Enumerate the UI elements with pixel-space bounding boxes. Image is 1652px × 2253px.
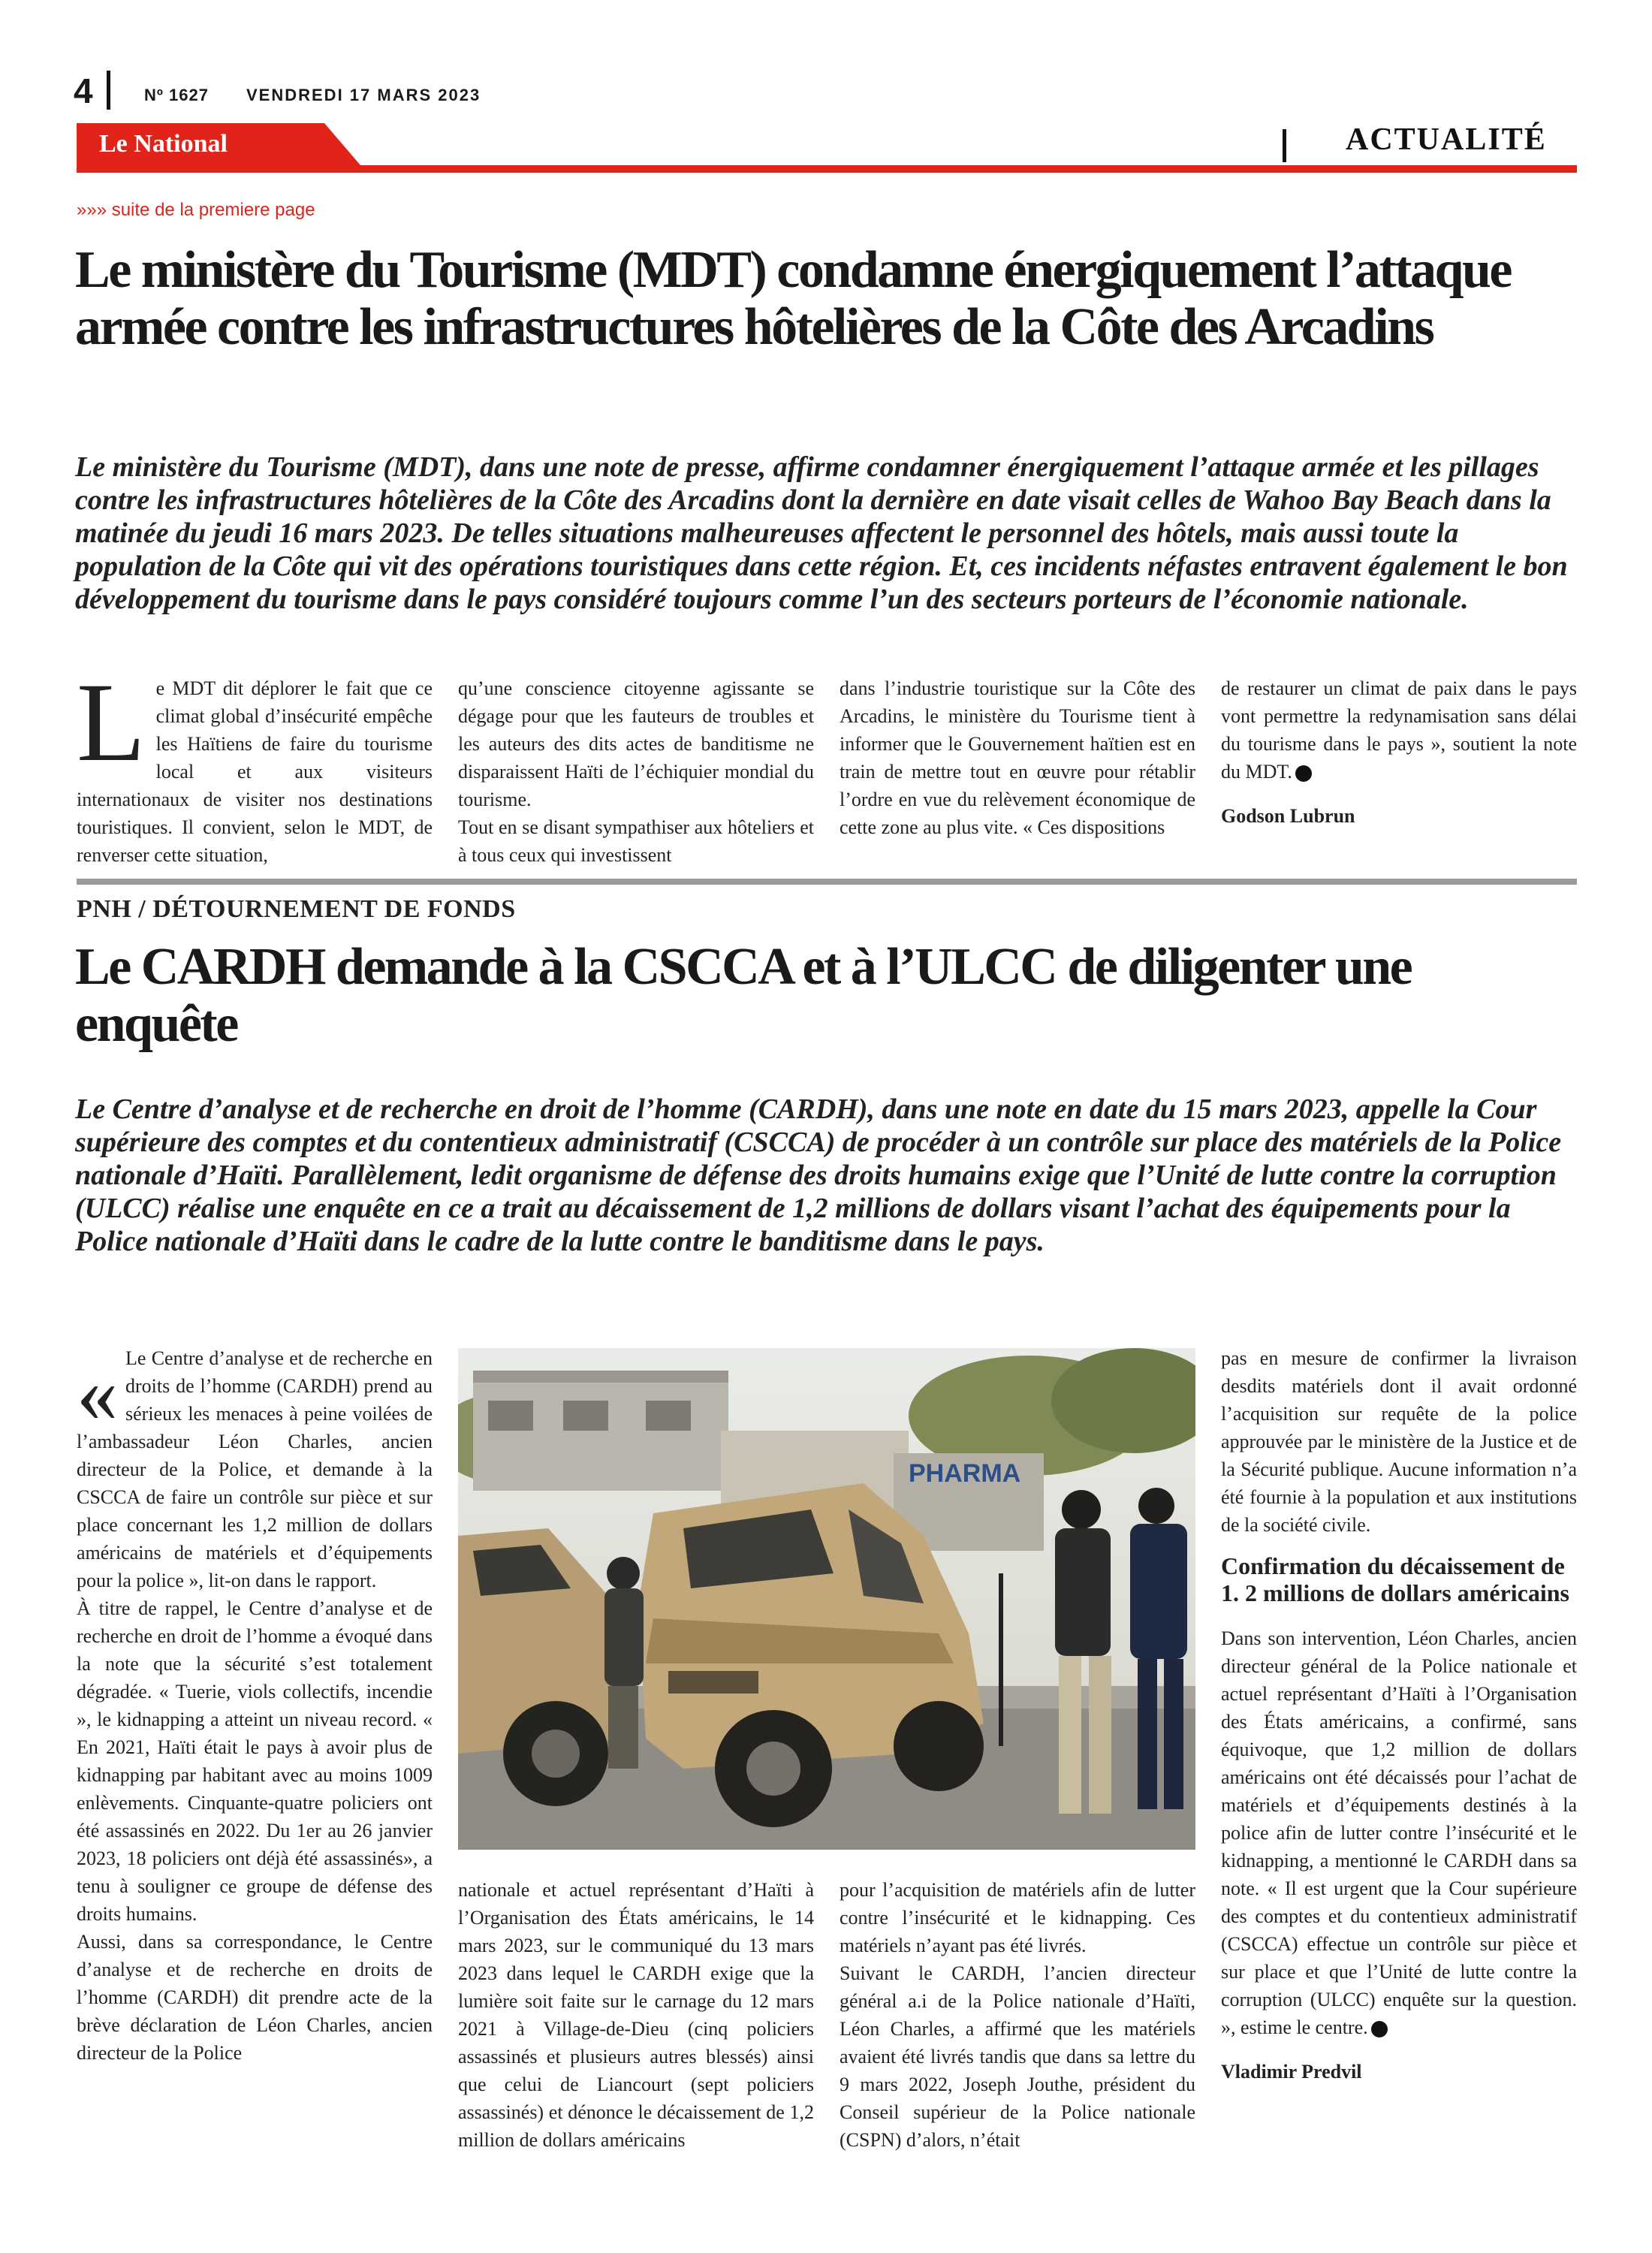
article-1-col3-text: dans l’industrie touristique sur la Côte des Arcadins, le ministère du Tourisme tient à informer que le Gouvernement haïtien est en train de mettre tout en œuvre pour rétablir l’ordre en vue du relèvement économique de cette zone au plus vite. « Ces dispositions xyxy=(840,677,1195,838)
article-2-col3-para-1: pour l’acquisition de matériels afin de lutter contre l’insécurité et le kidnapping. Ces matériels n’ayant pas été livrés. xyxy=(840,1879,1195,1956)
article-2-col2-text: nationale et actuel représentant d’Haïti à l’Organisation des États américains, le 14 mars 2023, sur le communiqué du 13 mars 2023 dans lequel le CARDH exige que la lumière soit faite sur le carnage du 12 mars 2021 à Village-de-Dieu (cinq policiers assassinés et plusieurs autres blessés) ainsi que celui de Liancourt (sept policiers assassinés) et dénonce le décaissement de 1,2 million de dollars américains xyxy=(458,1879,814,2151)
issue-date: VENDREDI 17 MARS 2023 xyxy=(246,86,481,104)
article-divider xyxy=(77,879,1577,885)
article-2-column-3 xyxy=(840,1876,1195,2154)
article-2-column-2 xyxy=(458,1876,814,2154)
article-2-col1-para-2: À titre de rappel, le Centre d’analyse et de recherche en droit de l’homme a évoqué dans la note que la sécurité s’est totalement dégradée. « Tuerie, viols collectifs, incendie », le kidnapping a atteint un niveau record. « En 2021, Haïti était le pays à avoir plus de kidnapping par habitant avec au moins 1009 enlèvements. Cinquante-quatre policiers ont été assassinés en 2022. Du 1er au 26 janvier 2023, 18 policiers ont déjà été assassinés», a tenu à souligner ce groupe de défense des droits humains. xyxy=(77,1597,433,1925)
article-2-author: Vladimir Predvil xyxy=(1221,2061,1362,2083)
section-label: ACTUALITÉ xyxy=(1346,122,1547,157)
opening-quote-mark: « xyxy=(77,1347,118,1439)
article-photo-armored-vehicles xyxy=(458,1348,1195,1850)
article-1-col2-para-2: Tout en se disant sympathiser aux hôteliers et à tous ceux qui investissent xyxy=(458,816,814,866)
drop-cap: L xyxy=(77,660,146,785)
article-1-lead: Le ministère du Tourisme (MDT), dans une note de presse, affirme condamner énergiquement l’attaque armée et les pillages contre les infrastructures hôtelières de la Côte des Arcadins dont la dernière en date visait celles de Wahoo Bay Beach dans la matinée du jeudi 16 mars 2023. De telles situations malheureuses affectent le personnel des hôtels, mais aussi toute la population de la Côte qui vit des opérations touristiques dans cette région. Et, ces incidents néfastes entravent également le bon développement du tourisme dans le pays considéré toujours comme l’un des secteurs porteurs de l’économie nationale. xyxy=(75,451,1568,615)
article-1-author: Godson Lubrun xyxy=(1221,805,1355,827)
article-2-col1-para-1: Le Centre d’analyse et de recherche en droits de l’homme (CARDH) prend au sérieux les menaces à peine voilées de l’ambassadeur Léon Charles, ancien directeur de la Police, et demande à la CSCCA de faire un contrôle sur pièce et sur place concernant les 1,2 million de dollars américains de matériels et d’équipements pour la police », lit-on dans le rapport. xyxy=(77,1347,433,1591)
article-1-col2-para-1: qu’une conscience citoyenne agissante se dégage pour que les fauteurs de troubles et les auteurs des dits actes de banditisme ne disparaissent Haïti de l’échiquier mondial du tourisme. xyxy=(458,677,814,810)
continued-note: »»» suite de la premiere page xyxy=(77,200,315,220)
pharmacy-sign: PHARMA xyxy=(909,1459,1021,1488)
article-1-column-4 xyxy=(1221,674,1577,830)
article-1-column-3 xyxy=(840,674,1195,841)
article-2-title: Le CARDH demande à la CSCCA et à l’ULCC de diligenter une enquête xyxy=(75,938,1412,1053)
section-divider xyxy=(1283,129,1286,162)
header-rule xyxy=(77,165,1577,173)
page-number: 4 xyxy=(74,71,93,110)
article-1-col4-text: de restaurer un climat de paix dans le pays vont permettre la redynamisation sans délai du tourisme dans le pays », soutient la note du MDT. xyxy=(1221,677,1577,783)
article-2-subheading: Confirmation du décaissement de 1. 2 millions de dollars américains xyxy=(1221,1552,1569,1606)
article-2-lead: Le Centre d’analyse et de recherche en droit de l’homme (CARDH), dans une note en date du 15 mars 2023, appelle la Cour supérieure des comptes et du contentieux administratif (CSCCA) de procéder à un contrôle sur place des matériels de la Police nationale d’Haïti. Parallèlement, ledit organisme de défense des droits humains exige que l’Unité de lutte contre la corruption (ULCC) réalise une enquête en ce a trait au décaissement de 1,2 millions de dollars visant l’achat des équipements pour la Police nationale d’Haïti dans le cadre de la lutte contre le banditisme dans le pays. xyxy=(75,1093,1562,1257)
article-1-column-1 xyxy=(77,660,433,869)
article-1-col1-text: e MDT dit déplorer le fait que ce climat global d’insécurité empêche les Haïtiens de faire du tourisme local et aux visiteurs internationaux de visiter nos destinations touristiques. Il convient, selon le MDT, de renverser cette situation, xyxy=(77,677,433,866)
article-2-col4-para-1: pas en mesure de confirmer la livraison desdits matériels dont il avait ordonné l’acquisition sur requête de la police approuvée par le ministère de la Justice et de la Sécurité publique. Aucune information n’a été fournie à la population et aux institutions de la société civile. xyxy=(1221,1347,1577,1536)
article-2-kicker: PNH / DÉTOURNEMENT DE FONDS xyxy=(77,895,516,923)
article-2-column-4 xyxy=(1221,1344,1577,2086)
end-of-article-icon xyxy=(1371,2021,1388,2037)
article-2-col3-para-2: Suivant le CARDH, l’ancien directeur général a.i de la Police nationale d’Haïti, Léon Charles, a affirmé que les matériels avaient été livrés tandis que dans sa lettre du 9 mars 2022, Joseph Jouthe, président du Conseil supérieur de la Police nationale (CSPN) d’alors, n’était xyxy=(840,1962,1195,2151)
article-1-title: Le ministère du Tourisme (MDT) condamne énergiquement l’attaque armée contre les infrastructures hôtelières de la Côte des Arcadins xyxy=(75,241,1511,356)
article-2-column-1 xyxy=(77,1344,433,2067)
article-1-column-2 xyxy=(458,674,814,869)
header-divider xyxy=(107,71,110,110)
newspaper-brand[interactable]: Le National xyxy=(99,130,228,158)
issue-number: Nº 1627 xyxy=(144,86,209,104)
article-2-col1-para-3: Aussi, dans sa correspondance, le Centre d’analyse et de recherche en droits de l’homme (CARDH) dit prendre acte de la brève déclaration de Léon Charles, ancien directeur de la Police xyxy=(77,1931,433,2064)
end-of-article-icon xyxy=(1295,765,1312,782)
article-2-col4-para-2: Dans son intervention, Léon Charles, ancien directeur général de la Police nationale et actuel représentant d’Haïti à l’Organisation des États américains, a confirmé, sans équivoque, que 1,2 million de dollars américains ont été décaissés pour l’achat de matériels et d’équipements destinés à la police afin de lutter contre l’insécurité et le kidnapping, a mentionné le CARDH dans sa note. « Il est urgent que la Cour supérieure des comptes et du contentieux administratif (CSCCA) effectue un contrôle sur pièce et sur place et que l’Unité de lutte contre la corruption (ULCC) enquête sur la question. », estime le centre. xyxy=(1221,1627,1577,2038)
